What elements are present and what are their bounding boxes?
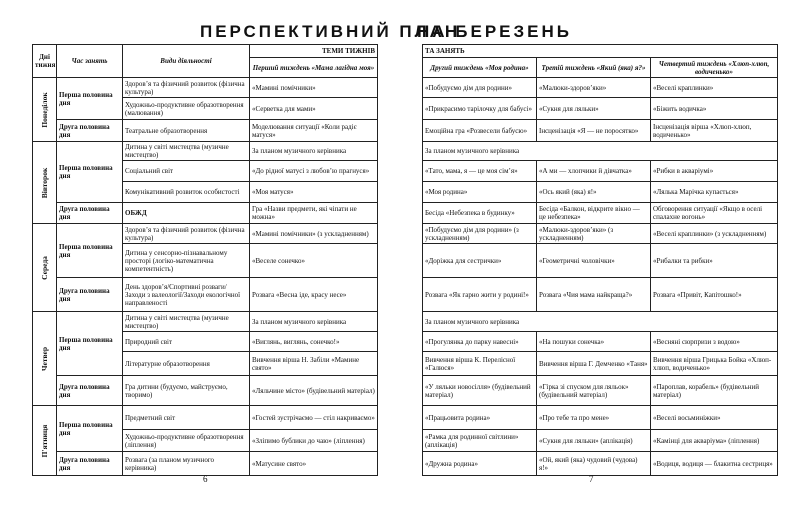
- period-first-half: Перша половина дня: [57, 406, 123, 452]
- week3-cell: «А ми — хлопчики й дівчатка»: [537, 161, 651, 182]
- period-first-half: Перша половина дня: [57, 312, 123, 376]
- week2-cell: «Працьовита родина»: [423, 406, 537, 430]
- week3-cell: «Ой, який (яка) чудовий (чудова) я!»: [537, 452, 651, 476]
- week3-cell: «Малюки-здоров’яки»: [537, 78, 651, 98]
- week4-cell: Розвага «Привіт, Капітошко!»: [651, 278, 778, 312]
- week1-cell: Гра «Назви предмети, які чіпати не можна»: [250, 203, 378, 224]
- week2-cell: «Прикрасимо тарілочку для бабусі»: [423, 98, 537, 120]
- week2-cell: «Прогулянка до парку навесні»: [423, 332, 537, 352]
- activity-cell: Гра дитини (будуємо, майструємо, творимо): [123, 376, 250, 406]
- week2-cell: «У ляльки новосілля» (будівельний матеріал): [423, 376, 537, 406]
- week4-cell: «Весняні сюрпризи з водою»: [651, 332, 778, 352]
- week2-cell: «Рамка для родинної світлини» (аплікація): [423, 430, 537, 452]
- week4-cell: «Веселі краплинки»: [651, 78, 778, 98]
- week3-cell: «На пошуки сонечка»: [537, 332, 651, 352]
- header-day: Дні тижня: [33, 45, 57, 78]
- activity-cell: Театральне образотворення: [123, 120, 250, 142]
- page-number-left: 6: [203, 474, 208, 484]
- week3-cell: «Ось який (яка) я!»: [537, 182, 651, 203]
- week4-cell: «Пароплав, корабель» (будівельний матеріал): [651, 376, 778, 406]
- activity-cell: Соціальний світ: [123, 161, 250, 182]
- week1-cell: Розвага «Весна іде, красу несе»: [250, 278, 378, 312]
- week3-cell: «Геометричні чоловічки»: [537, 244, 651, 278]
- day-cell: [33, 142, 57, 224]
- period-second-half: Друга половина дня: [57, 120, 123, 142]
- header-themes: ТЕМИ ТИЖНІВ: [250, 45, 378, 58]
- week1-cell: «Мамині помічники»: [250, 78, 378, 98]
- week4-cell: Вивчення вірша Грицька Бойка «Хлюп-хлюп, водиченько»: [651, 352, 778, 376]
- week4-cell: «Камінці для акваріума» (ліплення): [651, 430, 778, 452]
- period-first-half: Перша половина дня: [57, 142, 123, 203]
- activity-cell: Художньо-продуктивне образотворення (малювання): [123, 98, 250, 120]
- period-first-half: Перша половина дня: [57, 78, 123, 120]
- activity-cell: Літературне образотворення: [123, 352, 250, 376]
- activity-cell: Розвага (за планом музичного керівника): [123, 452, 250, 476]
- week1-cell: «Матусине свято»: [250, 452, 378, 476]
- day-cell: [33, 78, 57, 142]
- week4-cell: «Біжить водичка»: [651, 98, 778, 120]
- week3-cell: «Сукня для ляльки» (аплікація): [537, 430, 651, 452]
- activity-cell: Природний світ: [123, 332, 250, 352]
- week2-cell: Вивчення вірша К. Перелісної «Галюся»: [423, 352, 537, 376]
- week4-cell: Обговорення ситуації «Якщо в оселі спалахне вогонь»: [651, 203, 778, 224]
- week3-cell: «Гірка зі спуском для ляльок» (будівельний матеріал): [537, 376, 651, 406]
- week4-cell: «Веселі восьминіжки»: [651, 406, 778, 430]
- week2-cell: «Доріжка для сестрички»: [423, 244, 537, 278]
- header-week1: Перший тиждень «Мама лагідна моя»: [250, 58, 378, 78]
- week4-cell: Інсценізація вірша «Хлюп-хлюп, водиченько»: [651, 120, 778, 142]
- week1-cell: «Зліпимо бублики до чаю» (ліплення): [250, 430, 378, 452]
- week1-cell: «Мамині помічники» (з ускладненням): [250, 224, 378, 244]
- header-week3: Третій тиждень «Який (яка) я?»: [537, 58, 651, 78]
- day-cell: [33, 224, 57, 312]
- week2-cell: «Тато, мама, я — це моя сім’я»: [423, 161, 537, 182]
- activity-cell: Предметний світ: [123, 406, 250, 430]
- week1-cell: Моделювання ситуації «Коли радіє матуся»: [250, 120, 378, 142]
- period-second-half: Друга половина дня: [57, 452, 123, 476]
- week3-cell: Вивчення вірша Г. Демченко «Таня»: [537, 352, 651, 376]
- period-second-half: Друга половина дня: [57, 203, 123, 224]
- header-week2: Другий тиждень «Моя родина»: [423, 58, 537, 78]
- activity-cell: Художньо-продуктивне образотворення (ліплення): [123, 430, 250, 452]
- activity-cell: Дитина у світі мистецтва (музичне мистецтво): [123, 312, 250, 332]
- week1-cell: «Виглянь, виглянь, сонечко!»: [250, 332, 378, 352]
- header-week4: Четвертий тиждень «Хлюп-хлюп, водиченько»: [651, 58, 778, 78]
- week1-cell: «Гостей зустрічаємо — стіл накриваємо»: [250, 406, 378, 430]
- activity-cell: Комунікативний розвиток особистості: [123, 182, 250, 203]
- day-label: Вівторок: [39, 167, 49, 198]
- week1-cell: «Моя матуся»: [250, 182, 378, 203]
- week2-cell: Розвага «Як гарно жити у родині!»: [423, 278, 537, 312]
- week3-cell: Інсценізація «Я — не поросятко»: [537, 120, 651, 142]
- day-label: П'ятниця: [39, 424, 49, 457]
- music-plan-row: За планом музичного керівника: [423, 142, 778, 161]
- day-label: Понеділок: [39, 91, 49, 128]
- day-cell: [33, 312, 57, 406]
- period-second-half: Друга половина дня: [57, 278, 123, 312]
- week1-cell: «До рідної матусі з любов’ю прагнуся»: [250, 161, 378, 182]
- plan-table-left: [32, 44, 378, 476]
- activity-cell: Здоров’я та фізичний розвиток (фізична культура): [123, 78, 250, 98]
- week4-cell: «Веселі краплинки» (з ускладненням): [651, 224, 778, 244]
- day-cell: [33, 406, 57, 476]
- header-time: Час занять: [57, 45, 123, 78]
- week1-cell: «Ляльчине місто» (будівельний матеріал): [250, 376, 378, 406]
- activity-cell: ОБЖД: [123, 203, 250, 224]
- week1-cell: За планом музичного керівника: [250, 312, 378, 332]
- day-label: Середа: [39, 255, 49, 280]
- week4-cell: «Рибалки та рибки»: [651, 244, 778, 278]
- week1-cell: «Веселе сонечко»: [250, 244, 378, 278]
- activity-cell: Дитина у світі мистецтва (музичне мистецтво): [123, 142, 250, 161]
- week2-cell: «Моя родина»: [423, 182, 537, 203]
- header-themes-continued: ТА ЗАНЯТЬ: [423, 45, 778, 58]
- activity-cell: День здоров’я/Спортивні розваги/Заходи з валеології/Заходи екологічної направленості: [123, 278, 250, 312]
- week2-cell: «Побудуємо дім для родини»: [423, 78, 537, 98]
- activity-cell: Дитина у сенсорно-пізнавальному просторі (логіко-математична компетентність): [123, 244, 250, 278]
- week2-cell: Бесіда «Небезпека в будинку»: [423, 203, 537, 224]
- plan-table-right: [422, 44, 778, 476]
- week4-cell: «Лялька Марічка купається»: [651, 182, 778, 203]
- activity-cell: Здоров’я та фізичний розвиток (фізична культура): [123, 224, 250, 244]
- week2-cell: «Дружна родина»: [423, 452, 537, 476]
- week1-cell: «Серветка для мами»: [250, 98, 378, 120]
- week3-cell: Розвага «Чия мама найкраща?»: [537, 278, 651, 312]
- week3-cell: «Про тебе та про мене»: [537, 406, 651, 430]
- week1-cell: Вивчення вірша Н. Забіли «Мамине свято»: [250, 352, 378, 376]
- page-title-left: ПЕРСПЕКТИВНИЙ ПЛАН: [200, 22, 461, 41]
- week2-cell: «Побудуємо дім для родини» (з ускладненням): [423, 224, 537, 244]
- week3-cell: «Малюки-здоров’яки» (з ускладненням): [537, 224, 651, 244]
- week2-cell: Емоційна гра «Розвесели бабусю»: [423, 120, 537, 142]
- music-plan-row: За планом музичного керівника: [423, 312, 778, 332]
- page-title-right: НА БЕРЕЗЕНЬ: [417, 22, 572, 41]
- day-label: Четвер: [39, 346, 49, 371]
- header-activity: Види діяльності: [123, 45, 250, 78]
- week3-cell: Бесіда «Балкон, відкрите вікно — це небезпека»: [537, 203, 651, 224]
- page-number-right: 7: [589, 474, 594, 484]
- week4-cell: «Рибки в акваріумі»: [651, 161, 778, 182]
- week4-cell: «Водиця, водиця — блакитна сестриця»: [651, 452, 778, 476]
- week3-cell: «Сукня для ляльки»: [537, 98, 651, 120]
- period-second-half: Друга половина дня: [57, 376, 123, 406]
- period-first-half: Перша половина дня: [57, 224, 123, 278]
- week1-cell: За планом музичного керівника: [250, 142, 378, 161]
